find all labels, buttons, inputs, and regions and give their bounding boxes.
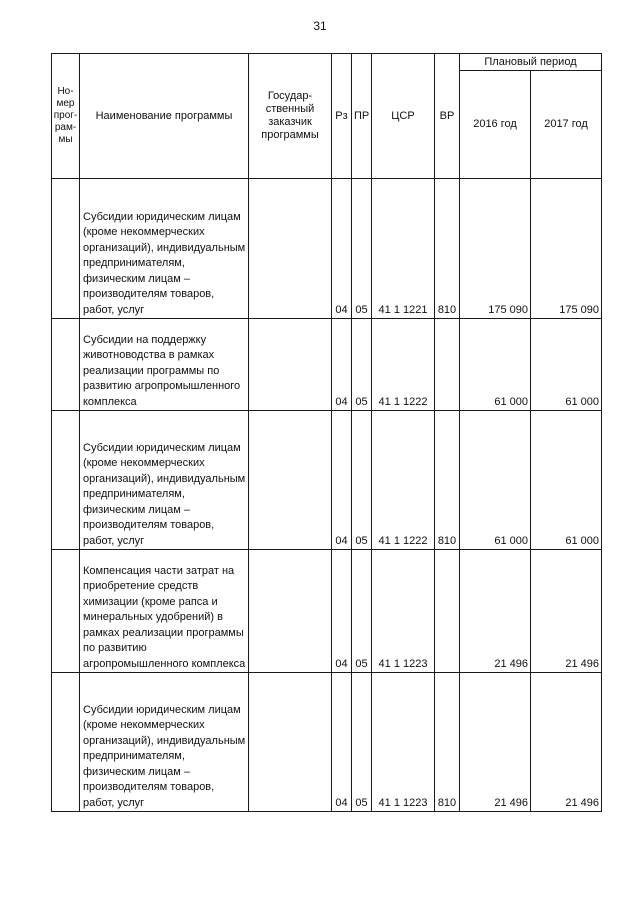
program-name-cell: Компенсация части затрат на приобретение средств химизации (кроме рапса и минеральных удобрений) в рамках реализации программы по развитию агропромышленного комплекса	[80, 550, 249, 673]
amount-2017-cell: 175 090	[531, 179, 602, 319]
header-csr: ЦСР	[372, 54, 435, 179]
vr-cell: 810	[435, 411, 460, 550]
table-row	[52, 411, 602, 550]
program-name-cell: Субсидии юридическим лицам (кроме некоммерческих организаций), индивидуальным предпринимателям, физическим лицам – производителям товаров, работ, услуг	[80, 179, 249, 319]
amount-2016-cell: 21 496	[460, 673, 531, 812]
csr-cell: 41 1 1222	[372, 319, 435, 411]
header-2016: 2016 год	[460, 71, 531, 179]
rz-cell: 04	[332, 673, 352, 812]
header-rz: Рз	[332, 54, 352, 179]
table-row	[52, 550, 602, 673]
program-name-cell: Субсидии юридическим лицам (кроме некоммерческих организаций), индивидуальным предпринимателям, физическим лицам – производителям товаров, работ, услуг	[80, 673, 249, 812]
rz-cell: 04	[332, 319, 352, 411]
header-planned-period: Плановый период	[460, 54, 602, 71]
csr-cell: 41 1 1222	[372, 411, 435, 550]
amount-2017-cell: 21 496	[531, 673, 602, 812]
customer-cell	[249, 673, 332, 812]
amount-2016-cell: 175 090	[460, 179, 531, 319]
csr-cell: 41 1 1223	[372, 550, 435, 673]
vr-cell: 810	[435, 673, 460, 812]
program-number-cell	[52, 411, 80, 550]
header-row-1	[52, 54, 602, 71]
customer-cell	[249, 319, 332, 411]
amount-2016-cell: 21 496	[460, 550, 531, 673]
header-2017: 2017 год	[531, 71, 602, 179]
csr-cell: 41 1 1223	[372, 673, 435, 812]
csr-cell: 41 1 1221	[372, 179, 435, 319]
budget-table	[51, 53, 602, 812]
header-vr: ВР	[435, 54, 460, 179]
customer-cell	[249, 179, 332, 319]
header-program-number: Но-мер прог-рам-мы	[52, 54, 80, 179]
program-number-cell	[52, 179, 80, 319]
pr-cell: 05	[352, 550, 372, 673]
vr-cell	[435, 319, 460, 411]
table-row	[52, 179, 602, 319]
rz-cell: 04	[332, 179, 352, 319]
amount-2016-cell: 61 000	[460, 319, 531, 411]
program-name-cell: Субсидии юридическим лицам (кроме некоммерческих организаций), индивидуальным предпринимателям, физическим лицам – производителям товаров, работ, услуг	[80, 411, 249, 550]
program-number-cell	[52, 673, 80, 812]
amount-2017-cell: 61 000	[531, 319, 602, 411]
pr-cell: 05	[352, 411, 372, 550]
header-program-name: Наименование программы	[80, 54, 249, 179]
customer-cell	[249, 411, 332, 550]
page-number: 31	[313, 19, 327, 33]
vr-cell	[435, 550, 460, 673]
program-name-cell: Субсидии на поддержку животноводства в рамках реализации программы по развитию агропромышленного комплекса	[80, 319, 249, 411]
amount-2017-cell: 61 000	[531, 411, 602, 550]
pr-cell: 05	[352, 179, 372, 319]
amount-2017-cell: 21 496	[531, 550, 602, 673]
customer-cell	[249, 550, 332, 673]
table-row	[52, 673, 602, 812]
table-row	[52, 319, 602, 411]
program-number-cell	[52, 319, 80, 411]
header-pr: ПР	[352, 54, 372, 179]
amount-2016-cell: 61 000	[460, 411, 531, 550]
rz-cell: 04	[332, 411, 352, 550]
pr-cell: 05	[352, 319, 372, 411]
pr-cell: 05	[352, 673, 372, 812]
rz-cell: 04	[332, 550, 352, 673]
vr-cell: 810	[435, 179, 460, 319]
header-state-customer: Государ-ственный заказчик программы	[249, 54, 332, 179]
program-number-cell	[52, 550, 80, 673]
